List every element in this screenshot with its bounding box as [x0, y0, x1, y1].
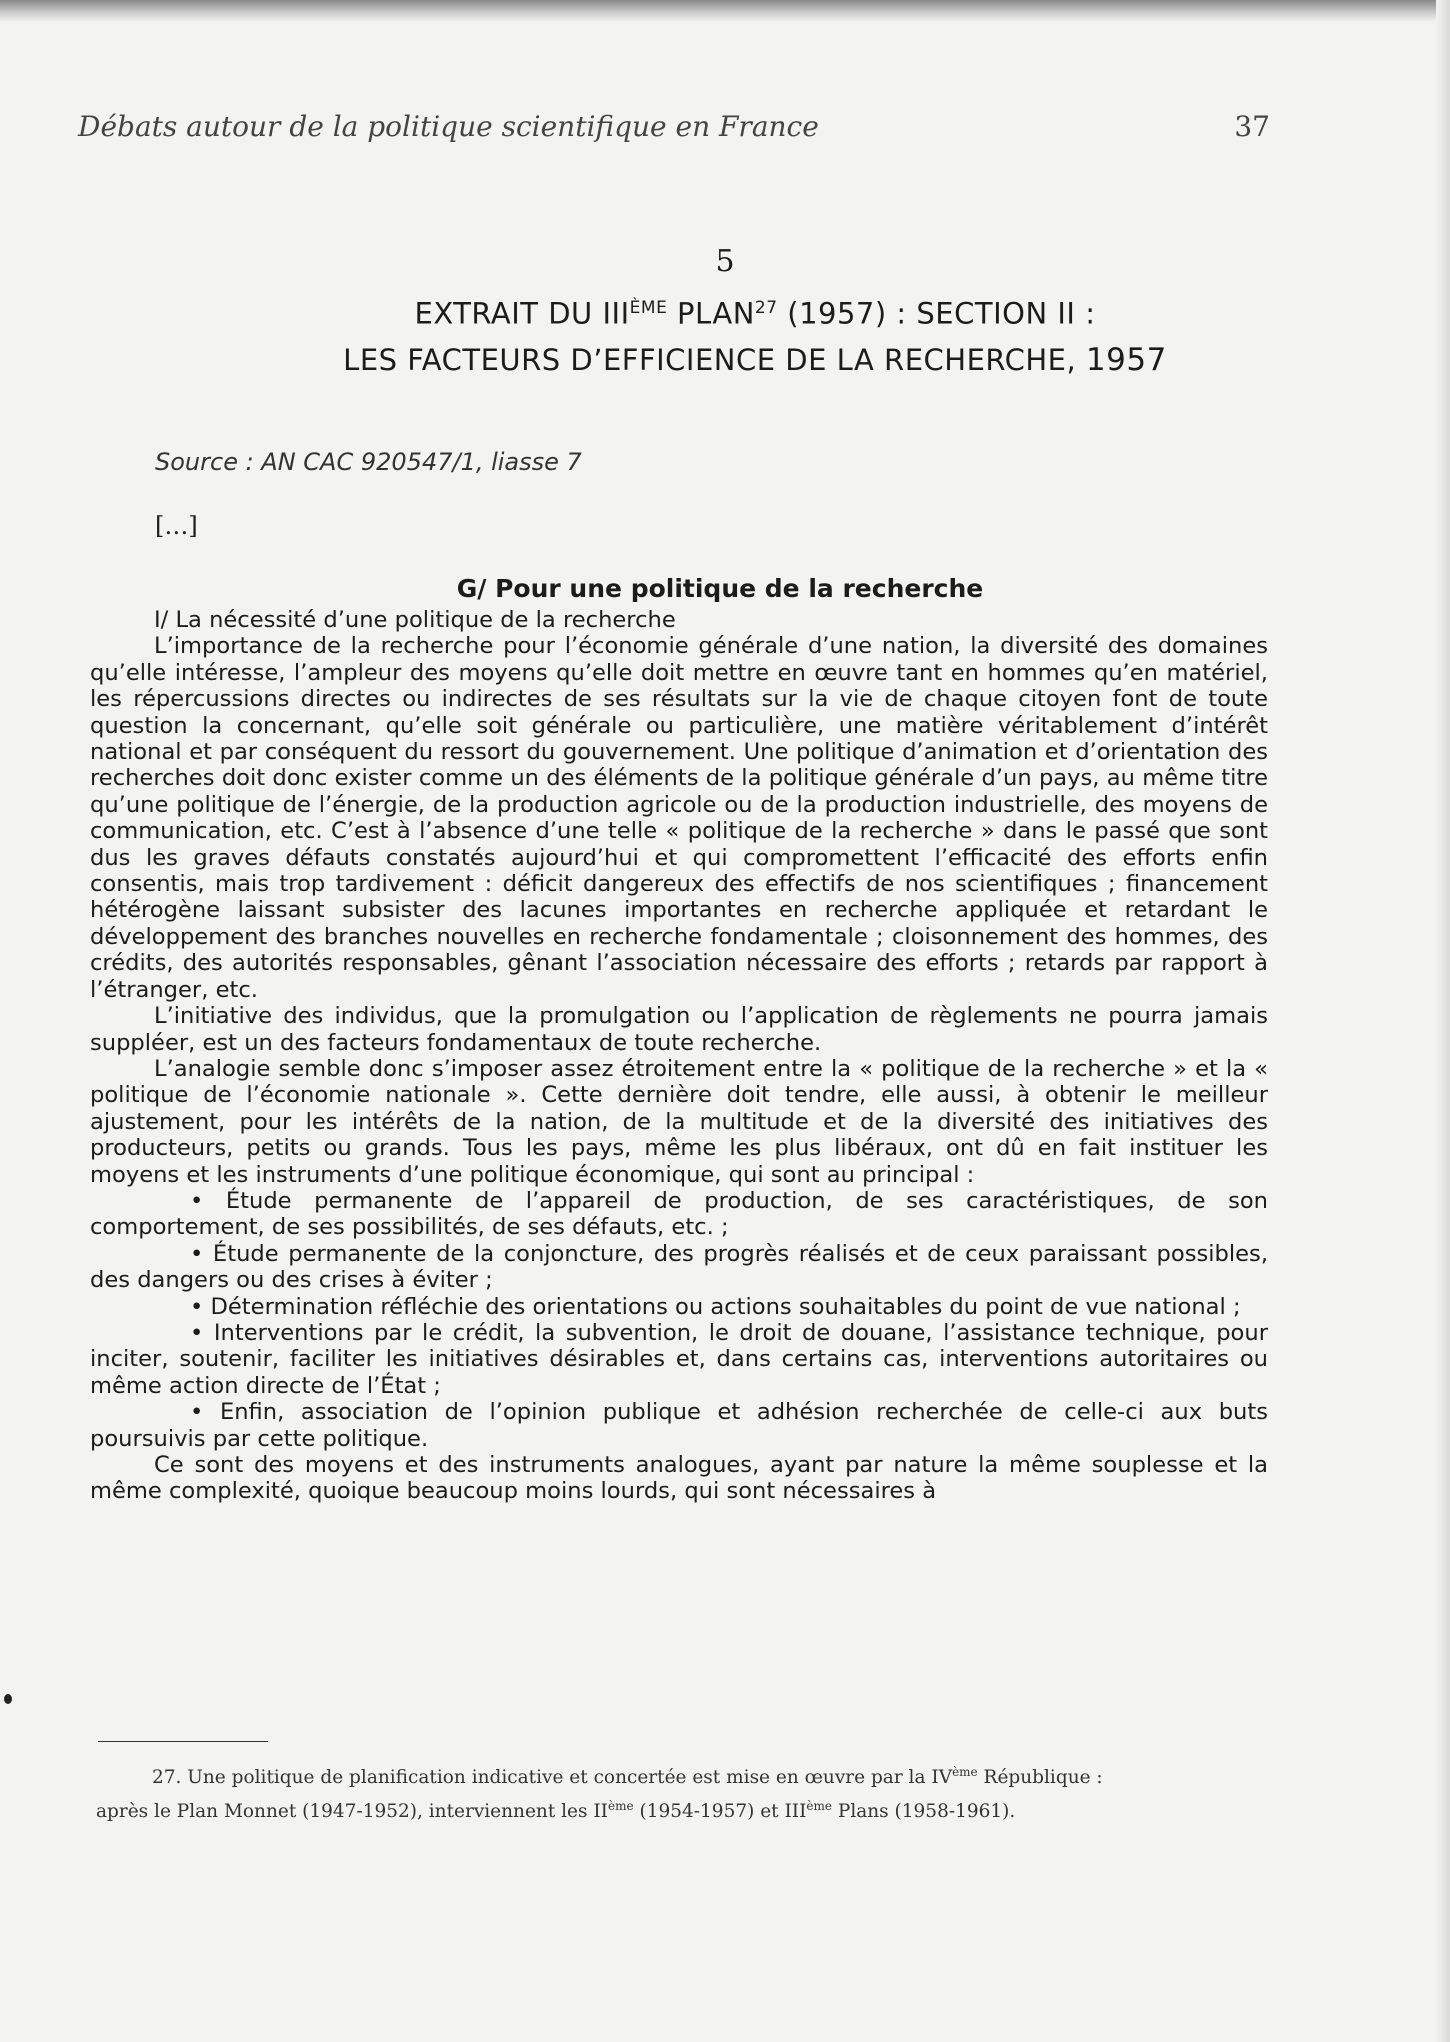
- chapter-number: 5: [715, 244, 735, 279]
- footnote-superscript: ème: [806, 1799, 832, 1814]
- footnote-text: 27. Une politique de planification indicative et concertée est mise en œuvre par la IV: [152, 1767, 953, 1789]
- paragraph: L’importance de la recherche pour l’économie générale d’une nation, la diversité des domaines qu’elle intéresse, l’ampleur des moyens qu’elle doit mettre en œuvre tant en hommes qu’en matériel, les répercussions directes ou indirectes de ses résultats sur la vie de chaque citoyen font de toute question la concernant, qu’elle soit générale ou particulière, une matière véritablement d’intérêt national et par conséquent du ressort du gouvernement. Une politique d’animation et d’orientation des recherches doit donc exister comme un des éléments de la politique générale d’un pays, au même titre qu’une politique de l’énergie, de la production agricole ou de la production industrielle, des moyens de communication, etc. C’est à l’absence d’une telle « politique de la recherche » dans le passé que sont dus les graves défauts constatés aujourd’hui et qui compromettent l’efficacité des efforts enfin consentis, mais trop tardivement : déficit dangereux des effectifs de nos scientifiques ; financement hétérogène laissant subsister des lacunes importantes en recherche appliquée et retardant le développement des branches nouvelles en recherche fondamentale ; cloisonnement des hommes, des crédits, des autorités responsables, gênant l’association nécessaire des efforts ; retards par rapport à l’étranger, etc.: [90, 633, 1268, 1003]
- ellipsis: […]: [155, 512, 198, 540]
- body-text: [90, 607, 1268, 1505]
- footnote-text: (1954-1957) et III: [633, 1801, 807, 1823]
- page-number: 37: [1234, 110, 1270, 143]
- footnote-superscript: ème: [952, 1765, 978, 1779]
- bullet-item: • Étude permanente de l’appareil de production, de ses caractéristiques, de son comportement, de ses possibilités, de ses défauts, etc. ;: [90, 1187, 1268, 1241]
- paragraph: L’initiative des individus, que la promulgation ou l’application de règlements ne pourra jamais suppléer, est un des facteurs fondamentaux de toute recherche.: [90, 1003, 1268, 1056]
- paragraph: Ce sont des moyens et des instruments analogues, ayant par nature la même souplesse et la même complexité, quoique beaucoup moins lourds, qui sont nécessaires à: [90, 1452, 1268, 1505]
- title-text: EXTRAIT DU III: [414, 296, 630, 331]
- title-text: LES FACTEURS D’EFFICIENCE DE LA RECHERCHE,: [343, 342, 1086, 377]
- footnote-ref: 27: [754, 298, 778, 318]
- running-title: Débats autour de la politique scientifique en France: [78, 110, 819, 143]
- footnote-line: [96, 1758, 1270, 1792]
- footnote-text: Plans (1958-1961).: [831, 1801, 1016, 1823]
- bullet-item: • Détermination réfléchie des orientations ou actions souhaitables du point de vue national ;: [190, 1293, 1241, 1320]
- title-text: PLAN: [667, 296, 755, 331]
- chapter-title-line1: [200, 285, 1310, 337]
- section-heading: G/ Pour une politique de la recherche: [456, 574, 984, 603]
- page-top-edge: [0, 0, 1450, 22]
- footnote-line: [96, 1792, 1270, 1826]
- chapter-title: [200, 285, 1310, 383]
- title-text: (1957) : SECTION II :: [777, 296, 1096, 331]
- punch-mark: [4, 1694, 12, 1704]
- paragraph: L’analogie semble donc s’imposer assez étroitement entre la « politique de la recherche » et la « politique de l’économie nationale ». Cette dernière doit tendre, elle aussi, à obtenir le meilleur ajustement, pour les intérêts de la nation, de la multitude et de la diversité des initiatives des producteurs, petits ou grands. Tous les pays, même les plus libéraux, ont dû en fait instituer les moyens et les instruments d’une politique économique, qui sont au principal :: [90, 1055, 1268, 1188]
- footnote-text: après le Plan Monnet (1947-1952), interviennent les II: [96, 1801, 608, 1823]
- title-year: 1957: [1085, 341, 1167, 378]
- subsection-heading: I/ La nécessité d’une politique de la recherche: [154, 607, 676, 633]
- title-superscript: ÈME: [629, 298, 668, 318]
- footnote: [96, 1758, 1270, 1826]
- bullet-item: • Interventions par le crédit, la subvention, le droit de douane, l’assistance technique, pour inciter, soutenir, faciliter les initiatives désirables et, dans certains cas, interventions autoritaires ou même action directe de l’État ;: [90, 1319, 1268, 1399]
- page-right-edge: [1436, 0, 1450, 2042]
- bullet-item: • Enfin, association de l’opinion publique et adhésion recherchée de celle-ci aux buts poursuivis par cette politique.: [90, 1399, 1268, 1452]
- footnote-divider: [98, 1741, 268, 1742]
- chapter-title-line2: [200, 337, 1310, 383]
- bullet-item: • Étude permanente de la conjoncture, des progrès réalisés et de ceux paraissant possibles, des dangers ou des crises à éviter ;: [90, 1240, 1268, 1294]
- footnote-text: République :: [977, 1767, 1103, 1789]
- footnote-superscript: ème: [608, 1799, 634, 1814]
- source-citation: Source : AN CAC 920547/1, liasse 7: [155, 448, 582, 476]
- running-header: [78, 110, 1270, 154]
